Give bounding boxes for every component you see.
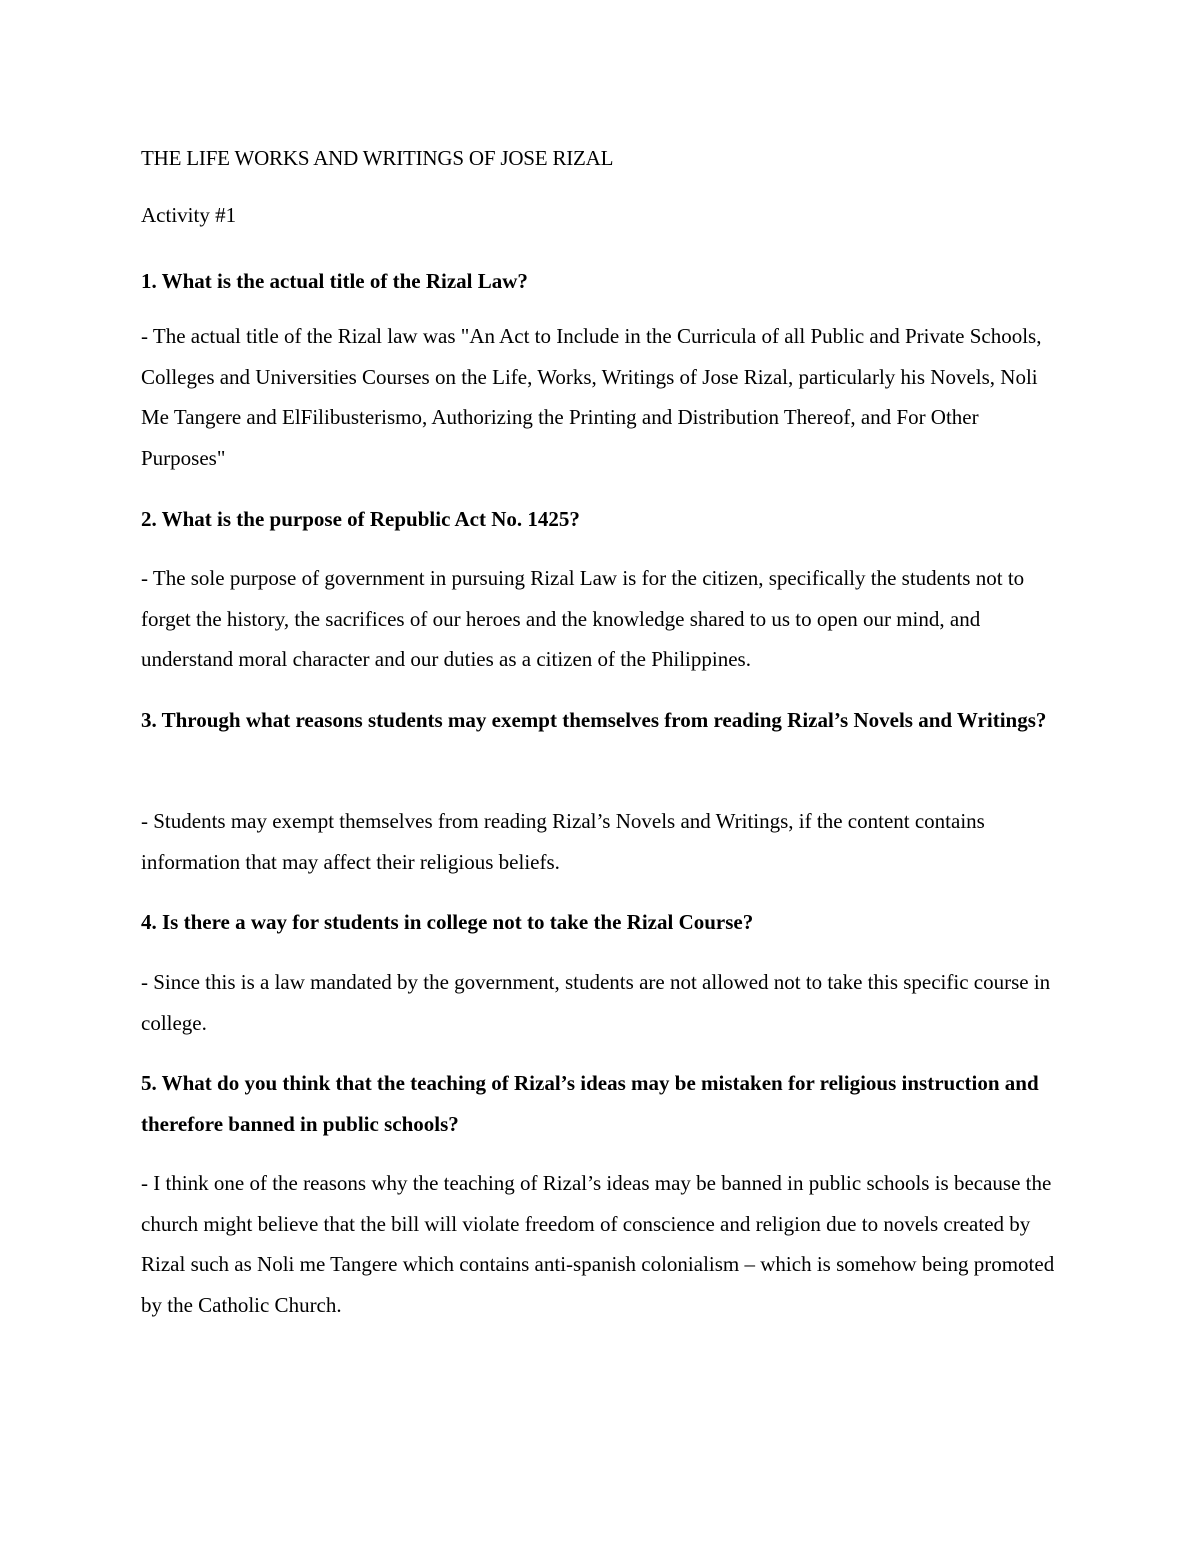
question-1: 1. What is the actual title of the Rizal Law?: [141, 269, 528, 293]
document-title: THE LIFE WORKS AND WRITINGS OF JOSE RIZAL: [141, 146, 614, 170]
answer-3: - Students may exempt themselves from reading Rizal’s Novels and Writings, if the content contains information that may affect their religious beliefs.: [141, 809, 985, 874]
question-4: 4. Is there a way for students in college not to take the Rizal Course?: [141, 910, 754, 934]
question-3: 3. Through what reasons students may exempt themselves from reading Rizal’s Novels and Writings?: [141, 708, 1047, 732]
answer-2: - The sole purpose of government in pursuing Rizal Law is for the citizen, specifically the students not to forget the history, the sacrifices of our heroes and the knowledge shared to us to open our mind, and understand moral character and our duties as a citizen of the Philippines.: [141, 566, 1025, 671]
answer-5: - I think one of the reasons why the teaching of Rizal’s ideas may be banned in public schools is because the church might believe that the bill will violate freedom of conscience and religion due to novels created by Rizal such as Noli me Tangere which contains anti-spanish colonialism – which is somehow being promoted by the Catholic Church.: [141, 1171, 1055, 1317]
question-5: 5. What do you think that the teaching of Rizal’s ideas may be mistaken for religious instruction and therefore banned in public schools?: [141, 1071, 1039, 1136]
answer-4: - Since this is a law mandated by the government, students are not allowed not to take this specific course in college.: [141, 970, 1051, 1035]
answer-1: - The actual title of the Rizal law was "An Act to Include in the Curricula of all Public and Private Schools, Colleges and Universities Courses on the Life, Works, Writings of Jose Rizal, particularly his Novels, Noli Me Tangere and ElFilibusterismo, Authorizing the Printing and Distribution Thereof, and For Other Purposes": [141, 324, 1042, 470]
question-2: 2. What is the purpose of Republic Act No. 1425?: [141, 507, 580, 531]
activity-label: Activity #1: [141, 203, 237, 227]
